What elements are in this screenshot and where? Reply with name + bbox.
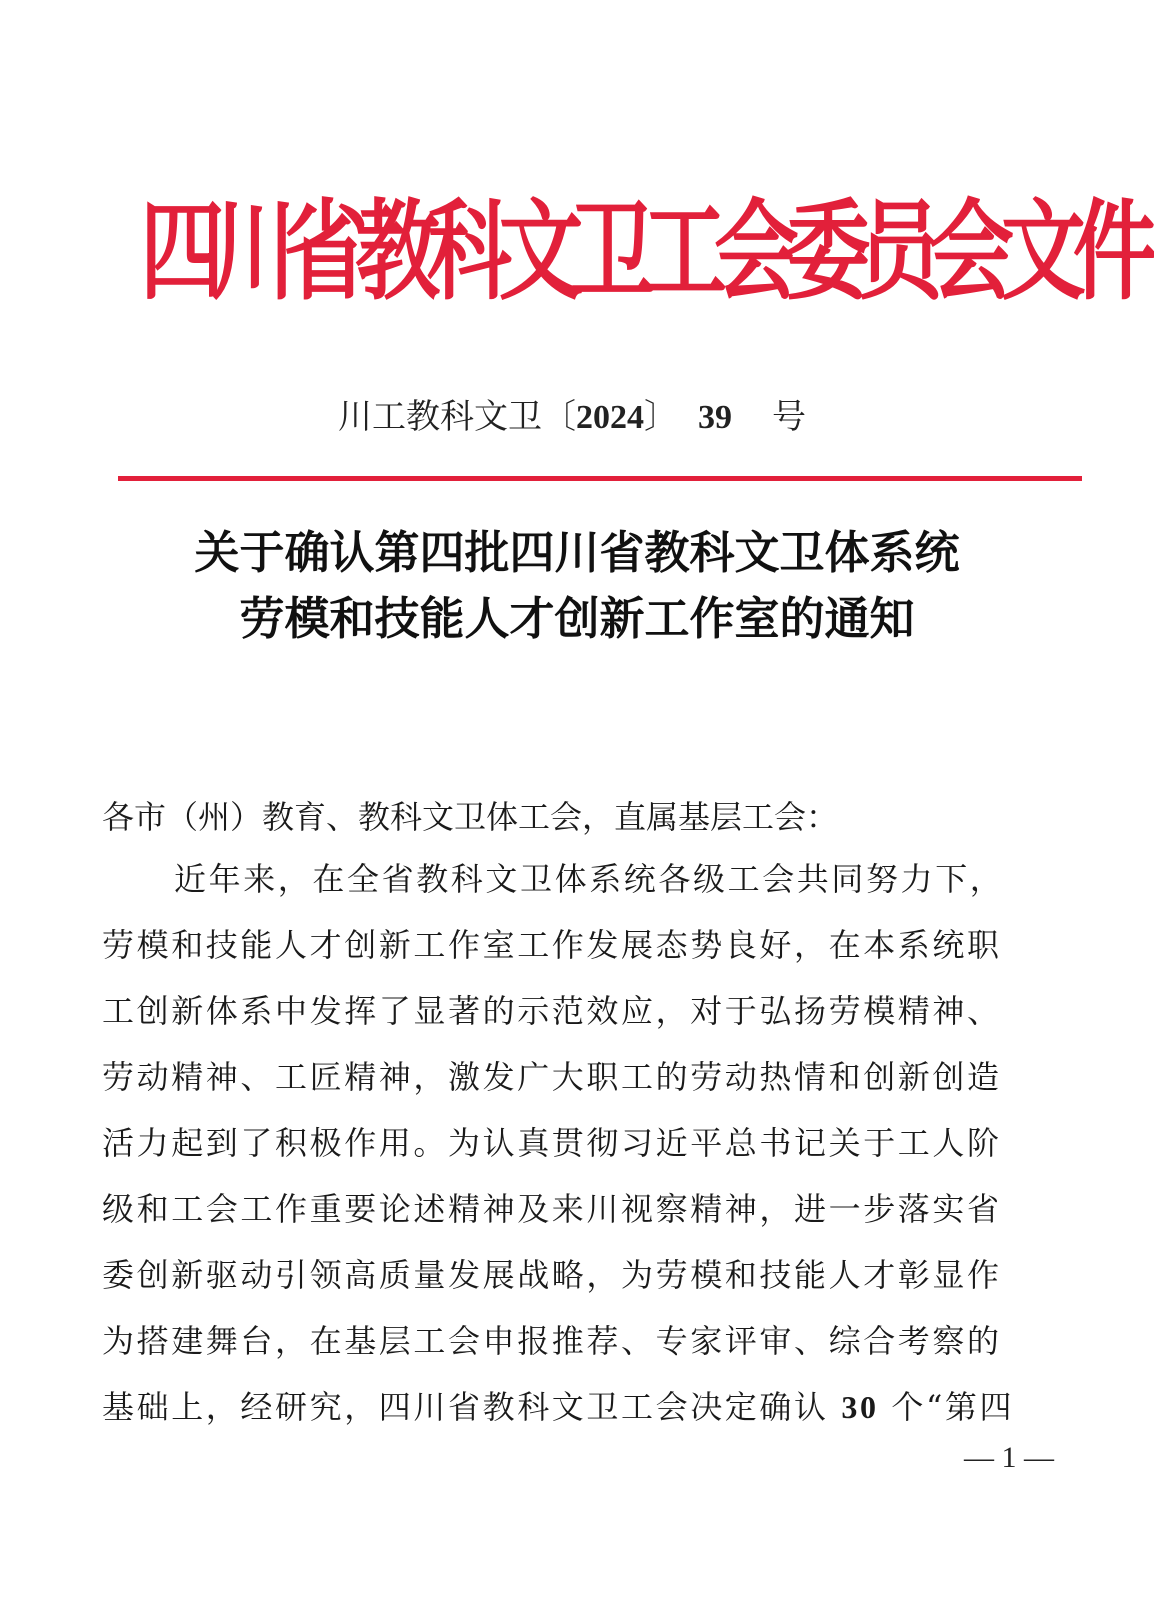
body-line: 近年来，在全省教科文卫体系统各级工会共同努力下， <box>174 860 1005 898</box>
salutation: 各市（州）教育、教科文卫体工会，直属基层工会： <box>102 798 839 836</box>
notice-title-line-2: 劳模和技能人才创新工作室的通知 <box>239 592 915 645</box>
issuer-header-title: 四川省教科文卫工会委员会文件 <box>140 187 1145 315</box>
body-line: 劳模和技能人才创新工作室工作发展态势良好，在本系统职 <box>102 926 1002 964</box>
body-line: 级和工会工作重要论述精神及来川视察精神，进一步落实省 <box>102 1190 1002 1228</box>
notice-title <box>0 520 1154 652</box>
body-line-last <box>102 1384 1052 1450</box>
last-line-suffix: 个“第四 <box>891 1388 1015 1426</box>
last-line-prefix: 基础上，经研究，四川省教科文卫工会决定确认 <box>102 1388 829 1426</box>
body-line: 工创新体系中发挥了显著的示范效应，对于弘扬劳模精神、 <box>102 992 1002 1030</box>
body-line: 为搭建舞台，在基层工会申报推荐、专家评审、综合考察的 <box>102 1322 1002 1360</box>
studio-count: 30 <box>841 1389 879 1425</box>
page-number: — 1 — <box>964 1441 1054 1474</box>
body-line: 活力起到了积极作用。为认真贯彻习近平总书记关于工人阶 <box>102 1124 1002 1162</box>
red-separator-line <box>118 476 1082 481</box>
body-line: 劳动精神、工匠精神，激发广大职工的劳动热情和创新创造 <box>102 1058 1002 1096</box>
doc-number-year: 2024 <box>576 399 644 436</box>
body-line: 委创新驱动引领高质量发展战略，为劳模和技能人才彰显作 <box>102 1256 1002 1294</box>
body-paragraph <box>102 856 1052 1450</box>
doc-number-prefix: 川工教科文卫〔 <box>338 397 576 437</box>
document-number <box>338 392 806 443</box>
doc-number-bracket: 〕 <box>644 397 678 437</box>
doc-number-suffix: 号 <box>772 397 806 437</box>
doc-number-value: 39 <box>698 399 732 436</box>
notice-title-line-1: 关于确认第四批四川省教科文卫体系统 <box>194 526 960 579</box>
